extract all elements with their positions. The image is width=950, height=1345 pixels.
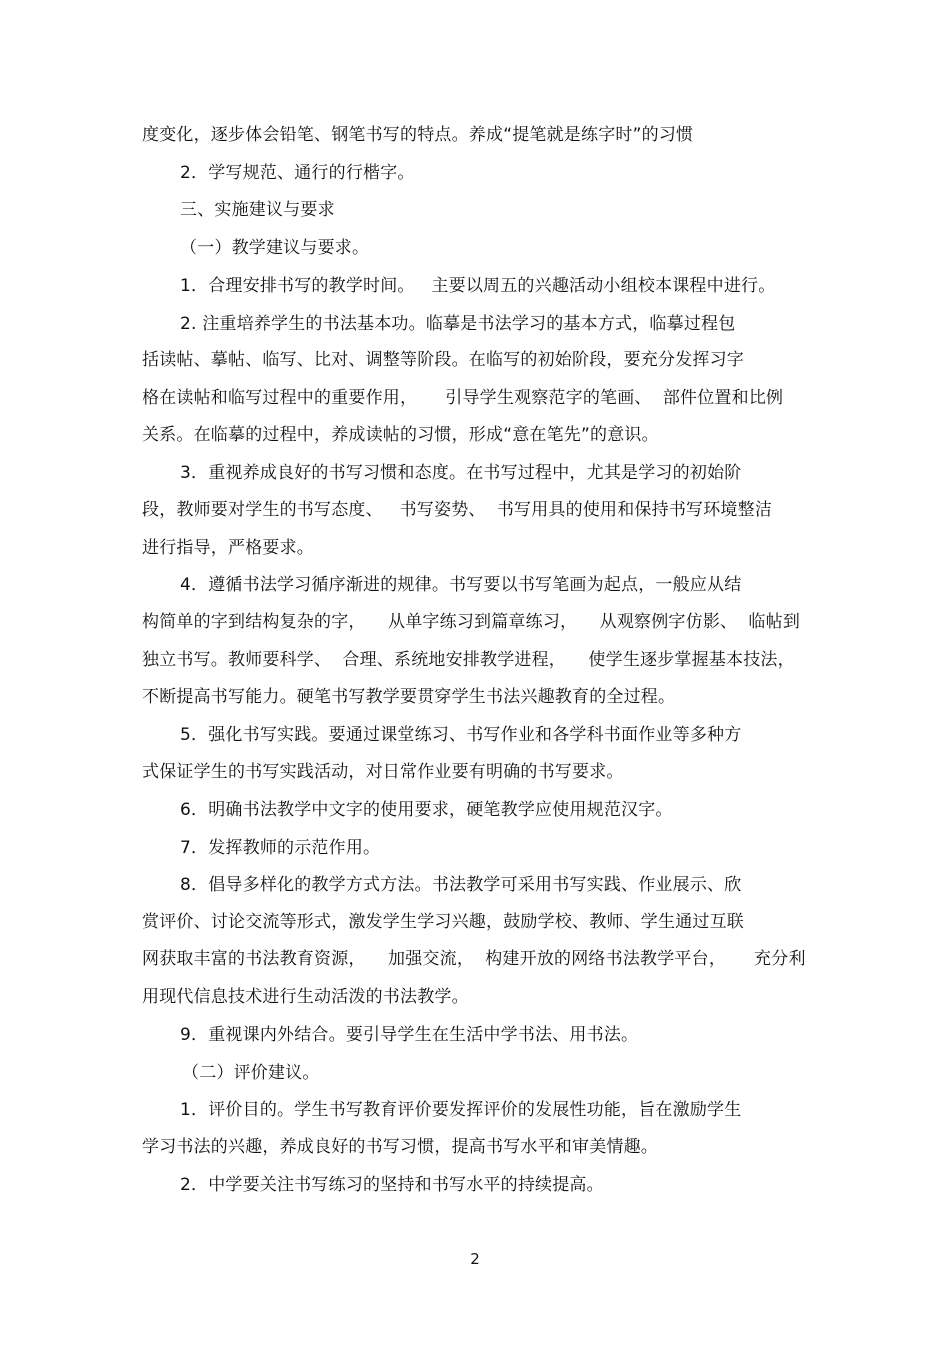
text-line: 2. 注重培养学生的书法基本功。临摹是书法学习的基本方式，临摹过程包 [180, 314, 736, 334]
text-line: 8．倡导多样化的教学方式方法。书法教学可采用书写实践、作业展示、欣 [180, 875, 742, 895]
text-line: 括读帖、摹帖、临写、比对、调整等阶段。在临写的初始阶段，要充分发挥习字 [142, 350, 744, 370]
text-line: 1．合理安排书写的教学时间。 主要以周五的兴趣活动小组校本课程中进行。 [180, 276, 776, 296]
text-line: 段，教师要对学生的书写态度、 书写姿势、 书写用具的使用和保持书写环境整洁 [142, 500, 773, 520]
text-line: 网获取丰富的书法教育资源， 加强交流， 构建开放的网络书法教学平台， 充分利 [142, 949, 806, 969]
text-line: 赏评价、讨论交流等形式，激发学生学习兴趣，鼓励学校、教师、学生通过互联 [142, 912, 744, 932]
text-line: 4．遵循书法学习循序渐进的规律。书写要以书写笔画为起点，一般应从结 [180, 575, 742, 595]
text-line: 3．重视养成良好的书写习惯和态度。在书写过程中，尤其是学习的初始阶 [180, 463, 742, 483]
text-line: 关系。在临摹的过程中，养成读帖的习惯，形成“意在笔先”的意识。 [142, 425, 659, 445]
text-line: 格在读帖和临写过程中的重要作用， 引导学生观察范字的笔画、 部件位置和比例 [142, 388, 784, 408]
text-line: 独立书写。教师要科学、 合理、系统地安排教学进程， 使学生逐步掌握基本技法， [142, 650, 795, 670]
text-line: 式保证学生的书写实践活动，对日常作业要有明确的书写要求。 [142, 762, 624, 782]
text-line: 构简单的字到结构复杂的字， 从单字练习到篇章练习， 从观察例字仿影、 临帖到 [142, 612, 801, 632]
text-line: 度变化，逐步体会铅笔、钢笔书写的特点。养成“提笔就是练字时”的习惯 [142, 125, 694, 145]
section-heading: 三、实施建议与要求 [180, 200, 335, 220]
subsection-heading: （一）教学建议与要求。 [180, 238, 370, 258]
text-line: 6．明确书法教学中文字的使用要求，硬笔教学应使用规范汉字。 [180, 800, 673, 820]
text-line: 1．评价目的。学生书写教育评价要发挥评价的发展性功能，旨在激励学生 [180, 1100, 742, 1120]
text-line: 2．学写规范、通行的行楷字。 [180, 163, 415, 183]
text-line: 不断提高书写能力。硬笔书写教学要贯穿学生书法兴趣教育的全过程。 [142, 687, 676, 707]
text-line: 用现代信息技术进行生动活泼的书法教学。 [142, 987, 469, 1007]
text-line: 2．中学要关注书写练习的坚持和书写水平的持续提高。 [180, 1175, 604, 1195]
text-line: 5．强化书写实践。要通过课堂练习、书写作业和各学科书面作业等多种方 [180, 725, 742, 745]
text-line: 9．重视课内外结合。要引导学生在生活中学书法、用书法。 [180, 1025, 639, 1045]
text-line: 进行指导，严格要求。 [142, 538, 314, 558]
subsection-heading: （二）评价建议。 [182, 1063, 320, 1083]
page-number: 2 [470, 1250, 480, 1268]
text-line: 学习书法的兴趣，养成良好的书写习惯，提高书写水平和审美情趣。 [142, 1137, 658, 1157]
text-line: 7．发挥教师的示范作用。 [180, 838, 381, 858]
